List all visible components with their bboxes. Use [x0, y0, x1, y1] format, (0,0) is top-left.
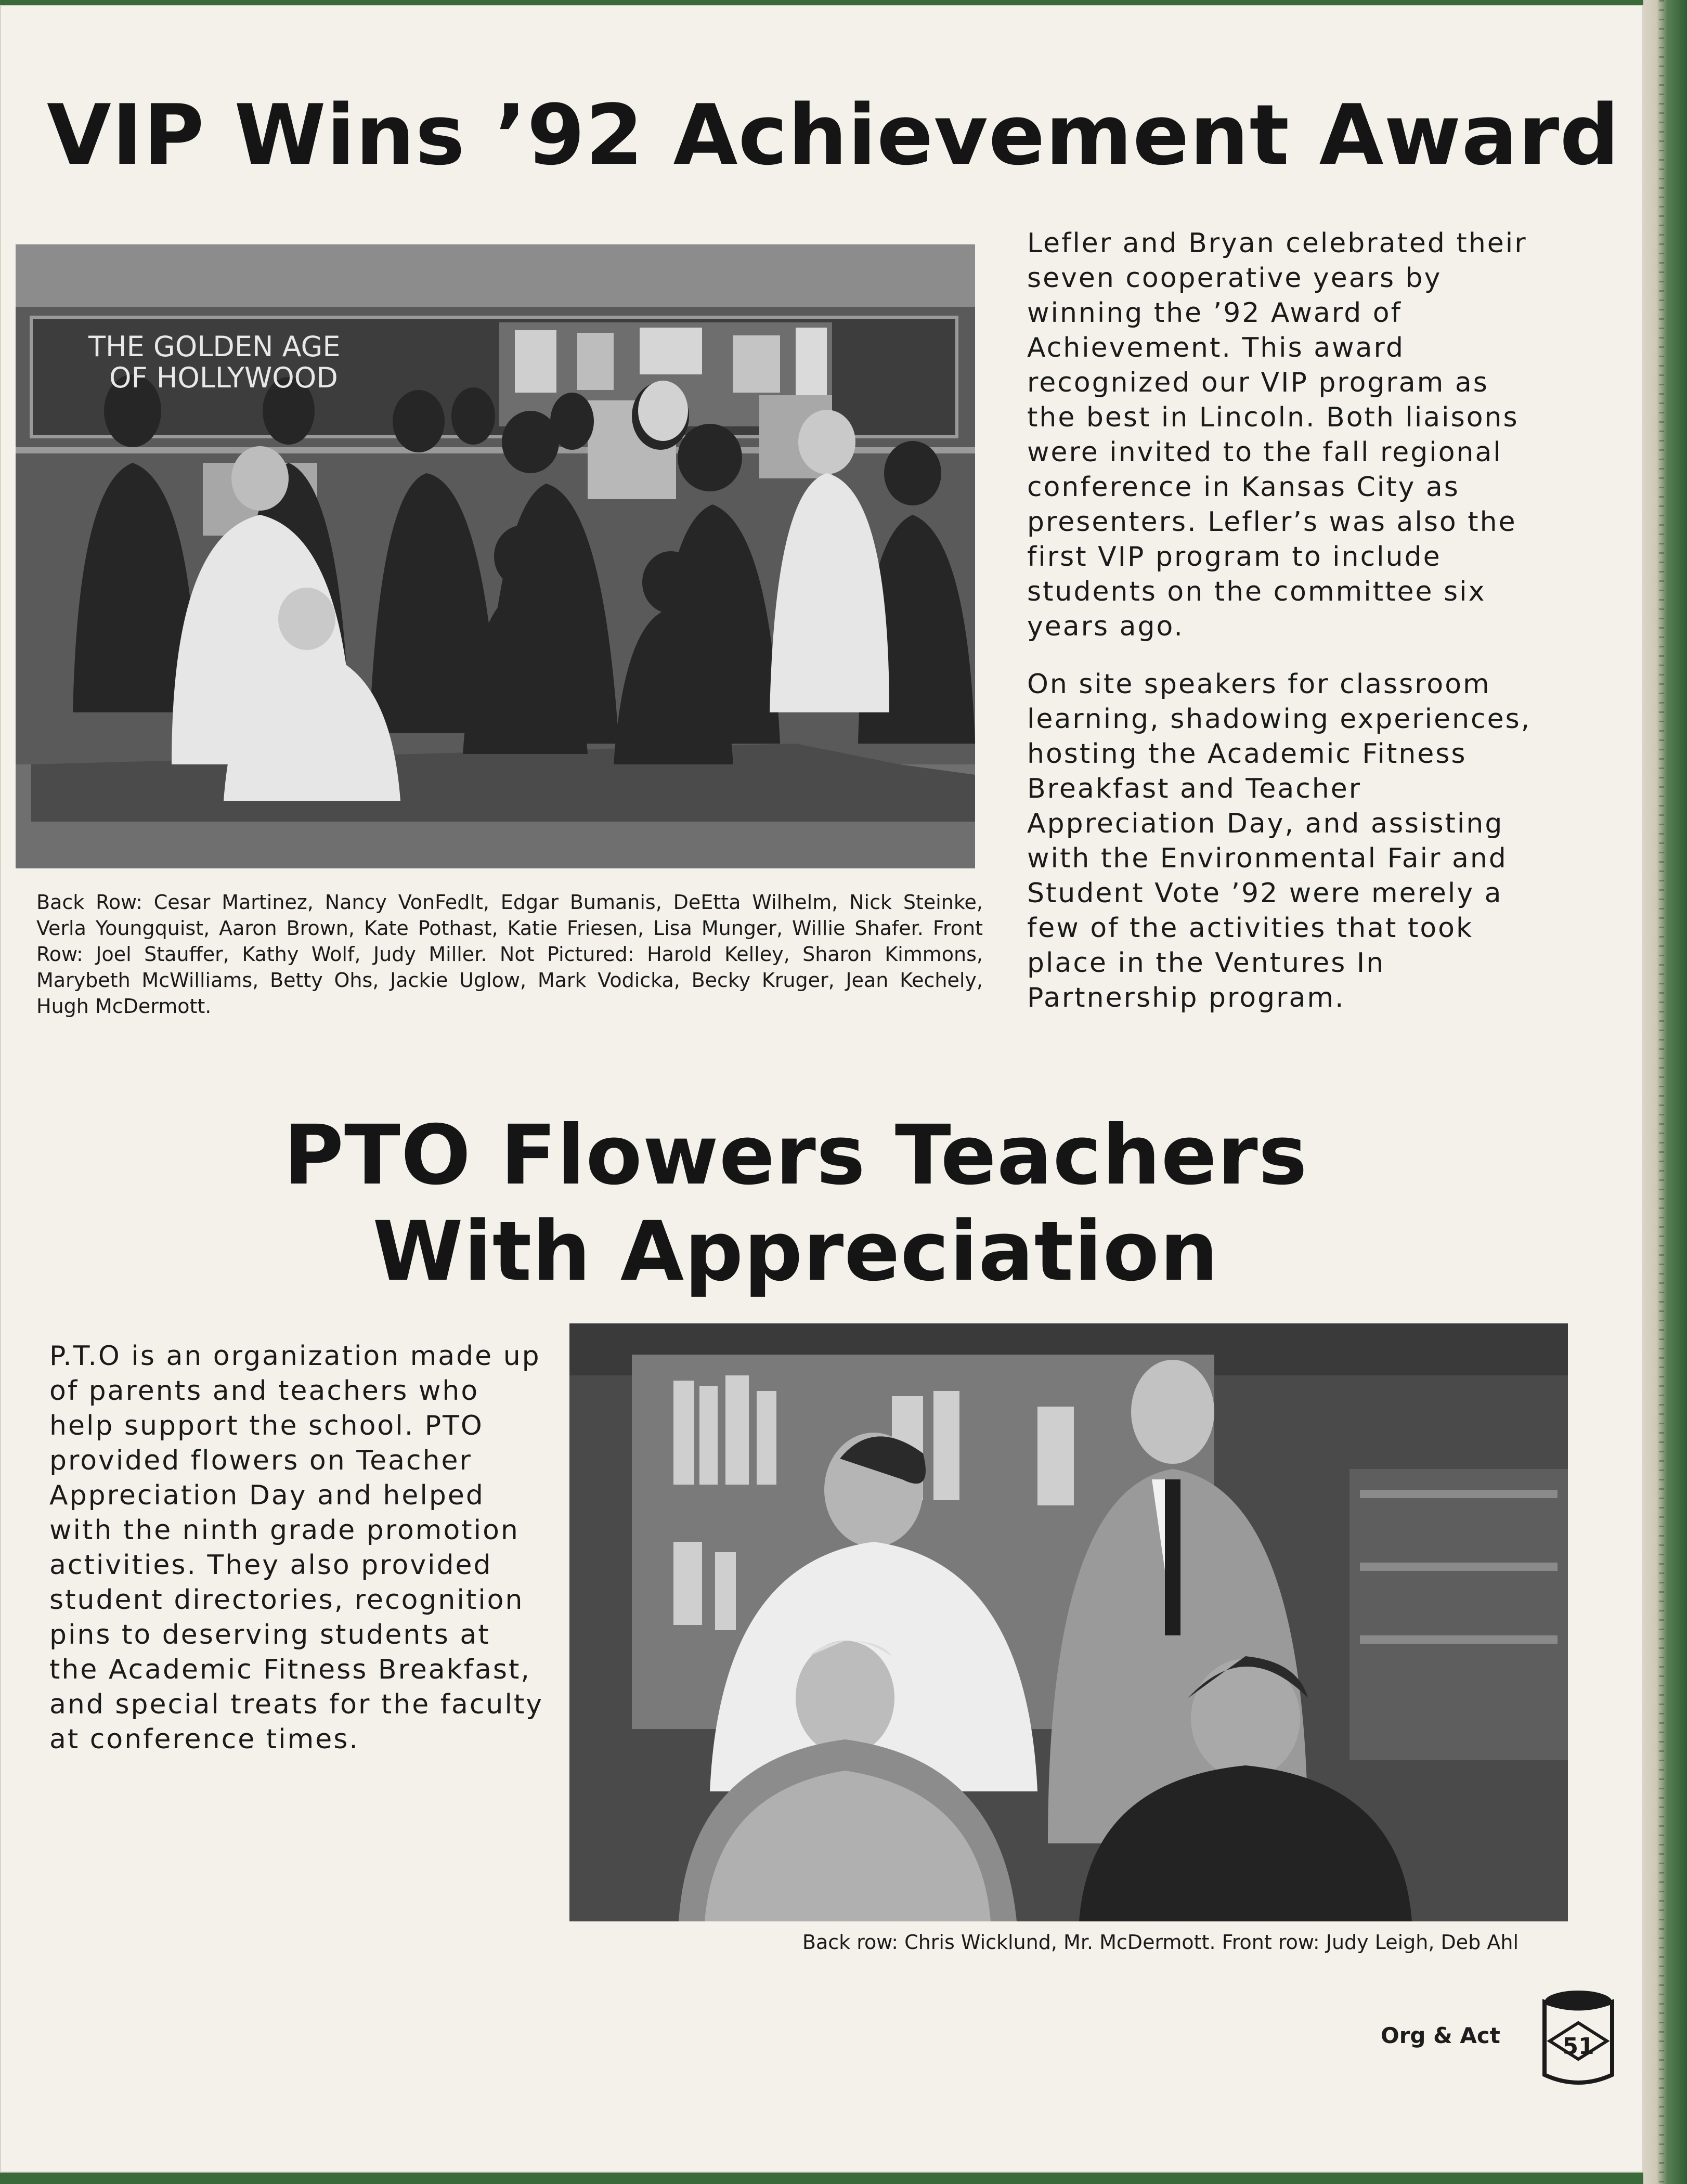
pto-photo-caption: Back row: Chris Wicklund, Mr. McDermott. Front row: Judy Leigh, Deb Ahl: [802, 1931, 1519, 1954]
vip-photo-banner-line1: THE GOLDEN AGE: [88, 330, 341, 363]
vip-photo-illustration: [16, 244, 975, 868]
page-number: 51: [1562, 2033, 1594, 2060]
article2-body: [49, 1339, 549, 1780]
book-binding-edge: [1643, 0, 1687, 2184]
vip-photo-caption: Back Row: Cesar Martinez, Nancy VonFedlt, Edgar Bumanis, DeEtta Wilhelm, Nick Steinke, Verla Youngquist, Aaron Brown, Kate Pothast, Katie Friesen, Lisa Munger, Willie Shafer. Front Row: Joel Stauffer, Kathy Wolf, Judy Miller. Not Pictured: Harold Kelley, Sharon Kimmons, Marybeth McWilliams, Betty Ohs, Jackie Uglow, Mark Vodicka, Becky Kruger, Jean Kechely, Hugh McDermott.: [36, 891, 983, 1018]
article1-title: VIP Wins ’92 Achievement Award: [47, 86, 1620, 184]
article1-body: [1027, 226, 1537, 1038]
pto-photo-illustration: [569, 1323, 1568, 1921]
article1-paragraph-1: Lefler and Bryan celebrated their seven cooperative years by winning the ’92 Award of Achievement. This award recognized our VIP program as the best in Lincoln. Both liaisons were invited to the fall regional conference in Kansas City as presenters. Lefler’s was also the first VIP program to include students on the committee six years ago.: [1027, 228, 1527, 642]
article1-paragraph-2: On site speakers for classroom learning, shadowing experiences, hosting the Academic Fitness Breakfast and Teacher Appreciation Day, and assisting with the Environmental Fair and Student Vote ’92 were merely a few of the activities that took place in the Ventures In Partnership program.: [1027, 669, 1532, 1013]
page-number-badge: [1539, 1986, 1617, 2090]
article2-title: PTO Flowers Teachers With Appreciation: [283, 1108, 1308, 1299]
yearbook-page: [0, 5, 1643, 2173]
article2-paragraph: P.T.O is an organization made up of parents and teachers who help support the school. PTO provided flowers on Teacher Appreciation Day and helped with the ninth grade promotion activities. They also provided student directories, recognition pins to deserving students at the Academic Fitness Breakfast, and special treats for the faculty at conference times.: [49, 1341, 544, 1755]
vip-group-photo: [16, 244, 975, 868]
vip-photo-banner-line2: OF HOLLYWOOD: [109, 361, 338, 394]
pto-group-photo: [569, 1323, 1568, 1921]
section-label: Org & Act: [1381, 2023, 1500, 2048]
